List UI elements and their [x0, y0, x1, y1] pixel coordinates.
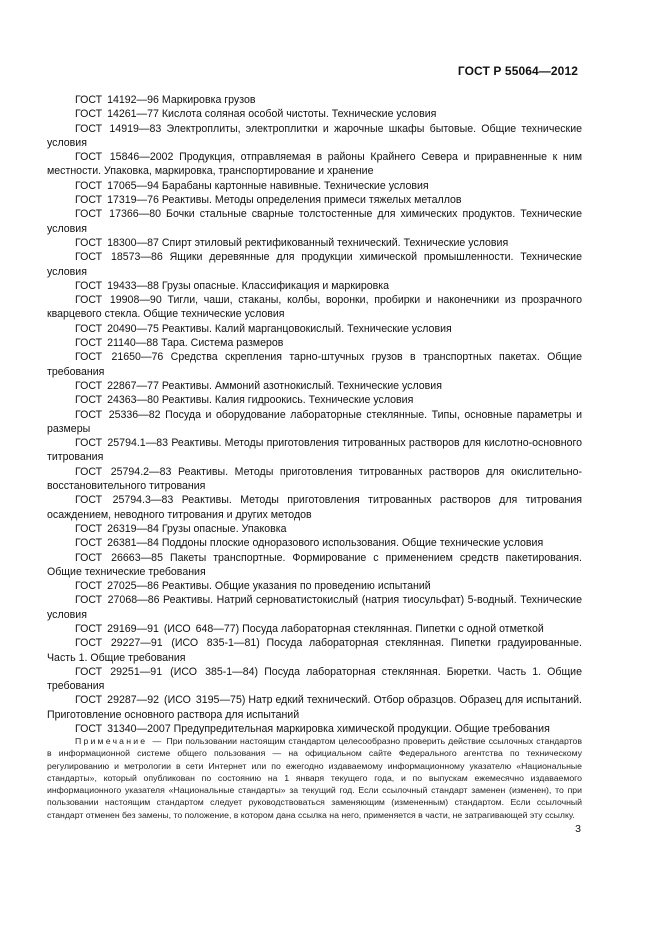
reference-item — [47, 179, 582, 193]
reference-item — [47, 465, 582, 494]
reference-item — [47, 336, 582, 350]
reference-title: Барабаны картонные навивные. Технические условия — [161, 179, 429, 192]
reference-title: Посуда лабораторная стеклянная. Пипетки градуированные. Часть 1. Общие требования — [47, 637, 582, 664]
reference-title: Электроплиты, электроплитки и жарочные шкафы бытовые. Общие технические условия — [47, 122, 583, 149]
reference-code: ГОСТ 25336—82 — [75, 408, 161, 421]
document-header: ГОСТ Р 55064—2012 — [457, 64, 578, 78]
reference-code: ГОСТ 14261—77 — [75, 108, 159, 121]
reference-title: Реактивы. Общие указания по проведению испытаний — [161, 580, 431, 593]
reference-code: ГОСТ 17319—76 — [75, 194, 159, 207]
reference-title: Натр едкий технический. Отбор образцов. Образец для испытаний. Приготовление основного раствора для испытаний — [47, 694, 583, 721]
reference-title: Реактивы. Методы приготовления титрованных растворов для окислительно-восстановительного титрования — [47, 465, 582, 493]
reference-code: ГОСТ 19908—90 — [75, 294, 162, 307]
note-paragraph — [47, 735, 582, 821]
reference-code: ГОСТ 15846—2002 — [75, 151, 174, 164]
reference-title: Реактивы. Калий марганцовокислый. Технические условия — [161, 322, 452, 335]
reference-item — [47, 622, 582, 636]
reference-item — [47, 551, 582, 580]
reference-code: ГОСТ 25794.1—83 — [75, 437, 169, 450]
reference-item — [47, 393, 582, 407]
reference-title: Реактивы. Методы приготовления титрованных растворов для титрования осаждением, неводного титрования и других методов — [47, 494, 582, 521]
reference-title: Предупредительная маркировка химической продукции. Общие требования — [173, 723, 550, 736]
reference-title: Кислота соляная особой чистоты. Технические условия — [161, 108, 437, 121]
reference-title: Бочки стальные сварные толстостенные для химических продуктов. Технические условия — [47, 208, 582, 235]
reference-title: Спирт этиловый ректификованный технический. Технические условия — [161, 236, 509, 249]
reference-code: ГОСТ 27068—86 — [75, 594, 160, 607]
reference-title: Реактивы. Натрий серноватистокислый (натрия тиосульфат) 5-водный. Технические условия — [47, 594, 582, 621]
reference-code: ГОСТ 17366—80 — [75, 208, 162, 221]
reference-code: ГОСТ 29169—91 (ИСО 648—77) — [75, 622, 240, 635]
reference-code: ГОСТ 14192—96 — [75, 94, 159, 106]
reference-code: ГОСТ 26381—84 — [75, 537, 159, 550]
reference-item — [47, 379, 582, 393]
reference-title: Пакеты транспортные. Формирование с применением средств пакетирования. Общие технические требования — [47, 551, 582, 578]
note-label: Примечание — — [75, 736, 164, 746]
reference-item — [47, 293, 582, 322]
reference-item — [47, 122, 582, 151]
reference-title: Ящики деревянные для продукции химической промышленности. Технические условия — [47, 251, 582, 278]
reference-code: ГОСТ 19433—88 — [75, 279, 159, 292]
reference-title: Тигли, чаши, стаканы, колбы, воронки, пробирки и наконечники из прозрачного кварцевого стекла. Общие технические условия — [47, 294, 582, 321]
note-text: При пользовании настоящим стандартом целесообразно проверить действие ссылочных стандартов в информационной системе общего пользования — на официальном сайте Федерального агентства по техническому регулированию и метрологии в сети Интернет или по ежегодно издаваемому информационному указателю «Национальные стандарты», который опубликован по состоянию на 1 января текущего года, и по выпускам ежемесячно издаваемого информационного указателя «Национальные стандарты» за текущий год. Если ссылочный стандарт заменен (изменен), то при пользовании настоящим стандартом следует руководствоваться заменяющим (измененным) стандартом. Если ссылочный стандарт отменен без замены, то положение, в котором дана ссылка на него, применяется в части, не затрагивающей эту ссылку. — [47, 736, 582, 820]
reference-title: Реактивы. Методы приготовления титрованных растворов для кислотно-основного титрования — [47, 437, 582, 464]
reference-item — [47, 150, 582, 179]
normative-references-list — [47, 93, 582, 736]
reference-title: Тара. Система размеров — [161, 337, 284, 350]
reference-code: ГОСТ 29227—91 (ИСО 835-1—81) — [75, 637, 260, 650]
reference-title: Маркировка грузов — [161, 94, 256, 106]
reference-code: ГОСТ 27025—86 — [75, 580, 159, 593]
reference-item — [47, 279, 582, 293]
reference-item — [47, 408, 582, 437]
reference-code: ГОСТ 29287—92 (ИСО 3195—75) — [75, 694, 246, 707]
reference-code: ГОСТ 31340—2007 — [75, 723, 171, 736]
reference-title: Посуда лабораторная стеклянная. Бюретки. Часть 1. Общие требования — [47, 665, 582, 693]
reference-item — [47, 250, 582, 279]
reference-title: Поддоны плоские одноразового использования. Общие технические условия — [161, 537, 544, 550]
reference-title: Грузы опасные. Классификация и маркировка — [161, 279, 390, 292]
page-number: 3 — [575, 823, 581, 835]
reference-item — [47, 665, 582, 694]
reference-item — [47, 193, 582, 207]
reference-title: Посуда лабораторная стеклянная. Пипетки с одной отметкой — [242, 622, 544, 635]
reference-code: ГОСТ 21650—76 — [75, 351, 164, 364]
reference-code: ГОСТ 20490—75 — [75, 322, 159, 335]
reference-title: Реактивы. Аммоний азотнокислый. Технические условия — [161, 379, 442, 392]
reference-item — [47, 593, 582, 622]
reference-item — [47, 579, 582, 593]
reference-code: ГОСТ 22867—77 — [75, 379, 159, 392]
reference-code: ГОСТ 25794.2—83 — [75, 465, 172, 478]
reference-code: ГОСТ 24363—80 — [75, 394, 159, 407]
reference-title: Продукция, отправляемая в районы Крайнего Севера и приравненные к ним местности. Упаковка, маркировка, транспортирование и хранение — [47, 151, 582, 178]
reference-title: Грузы опасные. Упаковка — [161, 522, 287, 535]
reference-item — [47, 536, 582, 550]
reference-code: ГОСТ 14919—83 — [75, 122, 162, 135]
reference-code: ГОСТ 26663—85 — [75, 551, 163, 564]
reference-code: ГОСТ 18300—87 — [75, 236, 159, 249]
reference-item — [47, 693, 582, 722]
reference-item — [47, 322, 582, 336]
reference-title: Реактивы. Калия гидроокись. Технические условия — [161, 394, 414, 407]
reference-item — [47, 636, 582, 665]
reference-code: ГОСТ 21140—88 — [75, 337, 159, 350]
reference-title: Посуда и оборудование лабораторные стеклянные. Типы, основные параметры и размеры — [47, 408, 582, 435]
reference-item — [47, 350, 582, 379]
reference-item — [47, 522, 582, 536]
reference-item — [47, 93, 582, 107]
reference-item — [47, 236, 582, 250]
reference-item — [47, 207, 582, 236]
reference-item — [47, 107, 582, 121]
reference-title: Средства скрепления тарно-штучных грузов в транспортных пакетах. Общие требования — [47, 351, 582, 378]
reference-code: ГОСТ 26319—84 — [75, 522, 159, 535]
reference-code: ГОСТ 25794.3—83 — [75, 494, 174, 507]
reference-title: Реактивы. Методы определения примеси тяжелых металлов — [161, 194, 462, 207]
reference-code: ГОСТ 17065—94 — [75, 179, 159, 192]
reference-item — [47, 436, 582, 465]
reference-code: ГОСТ 18573—86 — [75, 251, 163, 264]
reference-item — [47, 493, 582, 522]
reference-code: ГОСТ 29251—91 (ИСО 385-1—84) — [75, 665, 259, 678]
